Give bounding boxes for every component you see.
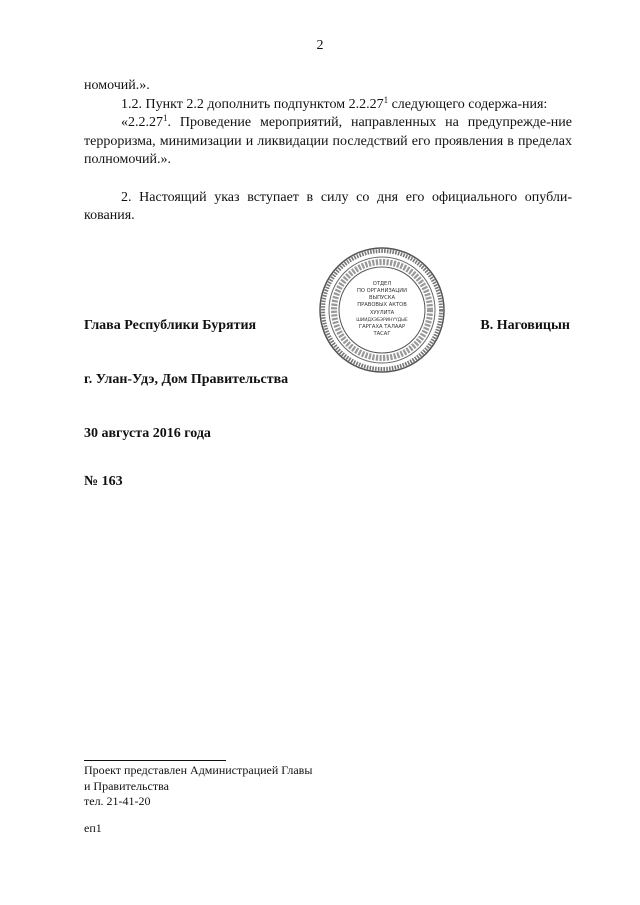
paragraph-3	[84, 114, 572, 170]
signer-name: В. Наговицын	[480, 318, 570, 333]
paragraph-2	[84, 96, 572, 115]
footnote-divider	[84, 760, 226, 761]
paragraph-3-superscript: 1	[163, 113, 168, 123]
paragraph-2-text-a: 1.2. Пункт 2.2 дополнить подпунктом 2.2.27	[121, 96, 384, 112]
signer-role: Глава Республики Бурятия	[84, 318, 257, 333]
footnote-line-3: тел. 21-41-20	[84, 794, 151, 808]
seal-line-4: ПРАВОВЫХ АКТОВ	[357, 302, 407, 308]
document-code: еп1	[84, 821, 102, 835]
seal-line-8: ТАСАГ	[373, 331, 391, 337]
seal-line-1: ОТДЕЛ	[372, 281, 392, 287]
footnote-line-2: и Правительства	[84, 778, 169, 793]
seal-line-5: ХУУЛИТА	[369, 310, 395, 316]
seal-line-3: ВЫПУСКА	[368, 295, 396, 301]
paragraph-3-text-a: «2.2.27	[121, 115, 163, 130]
paragraph-1-tail: номочий.».	[84, 78, 150, 93]
page-number: 2	[316, 38, 324, 53]
official-seal	[317, 245, 447, 375]
footnote	[84, 763, 312, 810]
footnote-line-1: Проект представлен Администрацией Главы	[84, 763, 313, 777]
paragraph-2-superscript: 1	[383, 94, 389, 105]
document-number: № 163	[84, 474, 123, 489]
place: г. Улан-Удэ, Дом Правительства	[84, 372, 289, 387]
seal-line-7: ГАРГАХА ТАЛААР	[358, 324, 406, 330]
paragraph-3-text-b: . Проведение мероприятий, направленных на предупрежде-ние терроризма, минимизации и ликвидации последствий его проявления в пределах полномочий.».	[84, 115, 572, 167]
seal-line-6: ШИИДХЭБЭРИНҮҮДЫЕ	[356, 318, 408, 323]
body-text	[84, 77, 572, 226]
paragraph-2-text-b: следующего содержа-ния:	[388, 96, 548, 112]
seal-center-text	[356, 281, 408, 337]
seal-line-2: ПО ОРГАНИЗАЦИИ	[356, 288, 408, 294]
date: 30 августа 2016 года	[84, 426, 211, 441]
paragraph-4: 2. Настоящий указ вступает в силу со дня его официального опубли-кования.	[84, 189, 572, 223]
